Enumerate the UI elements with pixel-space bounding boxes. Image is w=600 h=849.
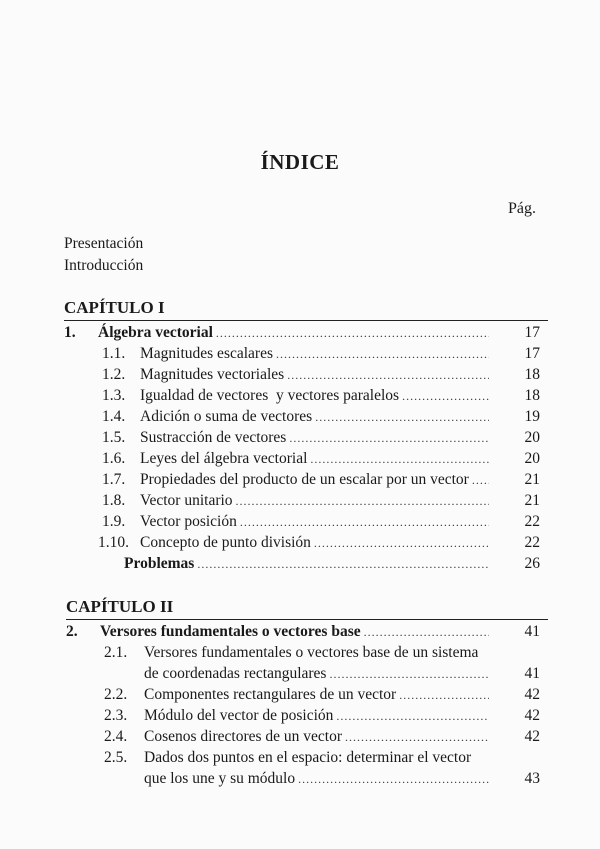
toc-entry-1-2 xyxy=(102,364,492,385)
toc-entry-title: Versores fundamentales o vectores base xyxy=(100,623,361,640)
toc-entry-2-1 xyxy=(144,663,492,684)
toc-entry-number: 2.5. xyxy=(104,749,128,766)
toc-entry-number: 2.1. xyxy=(104,644,128,661)
toc-entry-number: 1. xyxy=(64,324,76,341)
toc-entry-title-continued: de coordenadas rectangulares xyxy=(144,665,327,682)
dot-leader xyxy=(399,685,489,706)
chapter-2-rule xyxy=(66,619,548,620)
dot-leader xyxy=(236,491,489,512)
front-matter-introduccion: Introducción xyxy=(64,257,144,274)
toc-entry-title: Cosenos directores de un vector xyxy=(144,728,342,745)
toc-entry-title: Igualdad de vectores y vectores paralelos xyxy=(140,387,400,404)
toc-entry-2-4 xyxy=(104,726,492,747)
dot-leader xyxy=(329,664,489,685)
toc-entry-page: 17 xyxy=(524,345,540,362)
toc-entry-page: 22 xyxy=(524,513,540,530)
dot-leader xyxy=(276,344,489,365)
dot-leader xyxy=(364,622,489,643)
toc-entry-page: 20 xyxy=(524,450,540,467)
toc-entry-title: Magnitudes escalares xyxy=(140,345,273,362)
toc-entry-page: 42 xyxy=(524,728,540,745)
toc-entry-page: 41 xyxy=(524,665,540,682)
toc-entry-title: Problemas xyxy=(124,555,195,572)
toc-entry-number: 1.9. xyxy=(102,513,126,530)
page-column-header: Pág. xyxy=(508,200,536,217)
toc-entry-number: 1.6. xyxy=(102,450,126,467)
toc-entry-title-continued: que los une y su módulo xyxy=(144,770,296,787)
toc-entry-page: 22 xyxy=(524,534,540,551)
toc-entry-1-1 xyxy=(102,343,492,364)
dot-leader xyxy=(298,769,489,790)
toc-entry-title: Sustracción de vectores xyxy=(140,429,287,446)
front-matter-presentacion: Presentación xyxy=(64,235,144,252)
toc-entry-page: 43 xyxy=(524,770,540,787)
toc-entry-title: Vector posición xyxy=(140,513,237,530)
toc-entry-page: 41 xyxy=(524,623,540,640)
toc-entry-page: 17 xyxy=(524,324,540,341)
toc-entry-1-4 xyxy=(102,406,492,427)
dot-leader xyxy=(310,449,489,470)
toc-entry-page: 26 xyxy=(524,555,540,572)
toc-entry-title: Vector unitario xyxy=(140,492,233,509)
toc-entry-number: 2.4. xyxy=(104,728,128,745)
chapter-1-rule xyxy=(64,320,548,321)
dot-leader xyxy=(315,407,489,428)
toc-entry-title: Álgebra vectorial xyxy=(98,324,213,341)
toc-entry-title: Leyes del álgebra vectorial xyxy=(140,450,308,467)
toc-entry-number: 1.1. xyxy=(102,345,126,362)
toc-entry-title: Dados dos puntos en el espacio: determinar el vector xyxy=(144,749,472,766)
toc-entry-page: 20 xyxy=(524,429,540,446)
dot-leader xyxy=(289,428,489,449)
toc-entry-number: 1.4. xyxy=(102,408,126,425)
toc-entry-title: Propiedades del producto de un escalar por un vector xyxy=(140,471,469,488)
toc-entry-1-3 xyxy=(102,385,492,406)
toc-entry-1-10 xyxy=(98,532,492,553)
toc-entry-problems xyxy=(124,553,492,574)
toc-entry-page: 21 xyxy=(524,471,540,488)
toc-entry-number: 1.8. xyxy=(102,492,126,509)
toc-entry-title: Magnitudes vectoriales xyxy=(140,366,285,383)
toc-entry-number: 1.5. xyxy=(102,429,126,446)
toc-entry-page: 18 xyxy=(524,387,540,404)
toc-entry-title: Versores fundamentales o vectores base de un sistema xyxy=(144,644,479,661)
toc-entry-2-2 xyxy=(104,684,492,705)
toc-entry-page: 19 xyxy=(524,408,540,425)
dot-leader xyxy=(472,470,489,491)
toc-entry-1 xyxy=(64,322,492,343)
toc-entry-page: 21 xyxy=(524,492,540,509)
toc-entry-title: Módulo del vector de posición xyxy=(144,707,334,724)
toc-entry-number: 2.2. xyxy=(104,686,128,703)
dot-leader xyxy=(240,512,489,533)
toc-entry-page: 18 xyxy=(524,366,540,383)
toc-entry-2-5 xyxy=(144,768,492,789)
dot-leader xyxy=(336,706,489,727)
toc-entry-number: 2. xyxy=(66,623,78,640)
toc-entry-title: Concepto de punto división xyxy=(140,534,311,551)
toc-entry-1-6 xyxy=(102,448,492,469)
chapter-2-heading: CAPÍTULO II xyxy=(66,597,174,616)
toc-entry-2-3 xyxy=(104,705,492,726)
dot-leader xyxy=(216,323,489,344)
dot-leader xyxy=(287,365,489,386)
page-title: ÍNDICE xyxy=(260,150,340,174)
dot-leader xyxy=(345,727,489,748)
toc-entry-2 xyxy=(66,621,492,642)
toc-entry-title: Componentes rectangulares de un vector xyxy=(144,686,397,703)
dot-leader xyxy=(402,386,489,407)
toc-entry-number: 2.3. xyxy=(104,707,128,724)
toc-entry-1-9 xyxy=(102,511,492,532)
toc-entry-page: 42 xyxy=(524,686,540,703)
dot-leader xyxy=(314,533,489,554)
toc-entry-number: 1.2. xyxy=(102,366,126,383)
toc-entry-1-7 xyxy=(102,469,492,490)
toc-entry-number: 1.3. xyxy=(102,387,126,404)
toc-entry-page: 42 xyxy=(524,707,540,724)
toc-entry-1-5 xyxy=(102,427,492,448)
toc-entry-number: 1.7. xyxy=(102,471,126,488)
chapter-1-heading: CAPÍTULO I xyxy=(64,298,165,317)
dot-leader xyxy=(197,554,489,575)
toc-entry-1-8 xyxy=(102,490,492,511)
toc-entry-number: 1.10. xyxy=(98,534,129,551)
toc-entry-title: Adición o suma de vectores xyxy=(140,408,313,425)
